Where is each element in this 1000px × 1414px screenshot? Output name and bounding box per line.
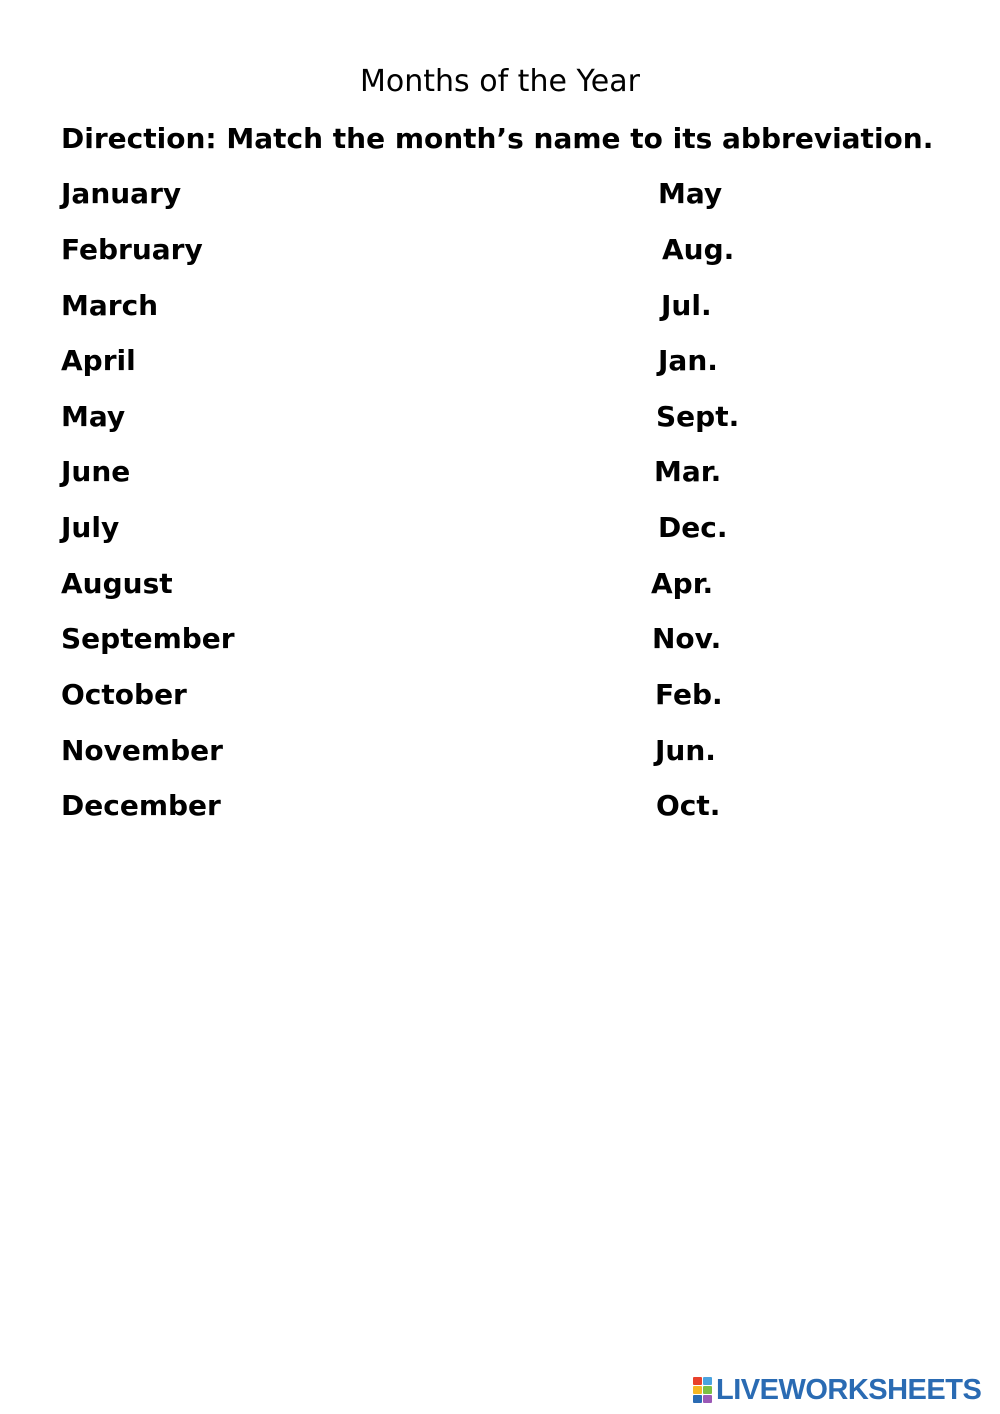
month-abbreviation: Apr. xyxy=(651,567,714,600)
liveworksheets-logo-icon xyxy=(693,1377,713,1403)
month-abbreviation: Jan. xyxy=(658,344,718,377)
list-item xyxy=(0,341,1000,381)
list-item xyxy=(0,564,1000,604)
month-name: July xyxy=(61,511,120,544)
month-abbreviation: Jul. xyxy=(661,289,712,322)
month-abbreviation: Nov. xyxy=(652,622,722,655)
liveworksheets-logo[interactable] xyxy=(693,1372,981,1408)
logo-text: LIVEWORKSHEETS xyxy=(716,1373,982,1406)
direction-text: Direction: Match the month’s name to its abbreviation. xyxy=(61,122,934,155)
page-title: Months of the Year xyxy=(360,64,640,99)
list-item xyxy=(0,397,1000,437)
month-abbreviation: Mar. xyxy=(654,455,722,488)
month-name: May xyxy=(61,400,126,433)
list-item xyxy=(0,508,1000,548)
month-name: March xyxy=(61,289,159,322)
list-item xyxy=(0,619,1000,659)
month-name: June xyxy=(61,455,131,488)
list-item xyxy=(0,731,1000,771)
month-abbreviation: Oct. xyxy=(656,789,721,822)
month-name: December xyxy=(61,789,221,822)
list-item xyxy=(0,286,1000,326)
list-item xyxy=(0,452,1000,492)
month-name: August xyxy=(61,567,173,600)
month-abbreviation: Sept. xyxy=(656,400,740,433)
month-name: January xyxy=(61,177,182,210)
month-abbreviation: Jun. xyxy=(655,734,716,767)
list-item xyxy=(0,675,1000,715)
month-name: February xyxy=(61,233,203,266)
list-item xyxy=(0,230,1000,270)
list-item xyxy=(0,786,1000,826)
month-name: September xyxy=(61,622,235,655)
month-name: April xyxy=(61,344,136,377)
list-item xyxy=(0,174,1000,214)
month-abbreviation: May xyxy=(658,177,723,210)
month-name: October xyxy=(61,678,187,711)
month-name: November xyxy=(61,734,223,767)
month-abbreviation: Dec. xyxy=(658,511,728,544)
month-abbreviation: Aug. xyxy=(662,233,735,266)
month-abbreviation: Feb. xyxy=(655,678,723,711)
